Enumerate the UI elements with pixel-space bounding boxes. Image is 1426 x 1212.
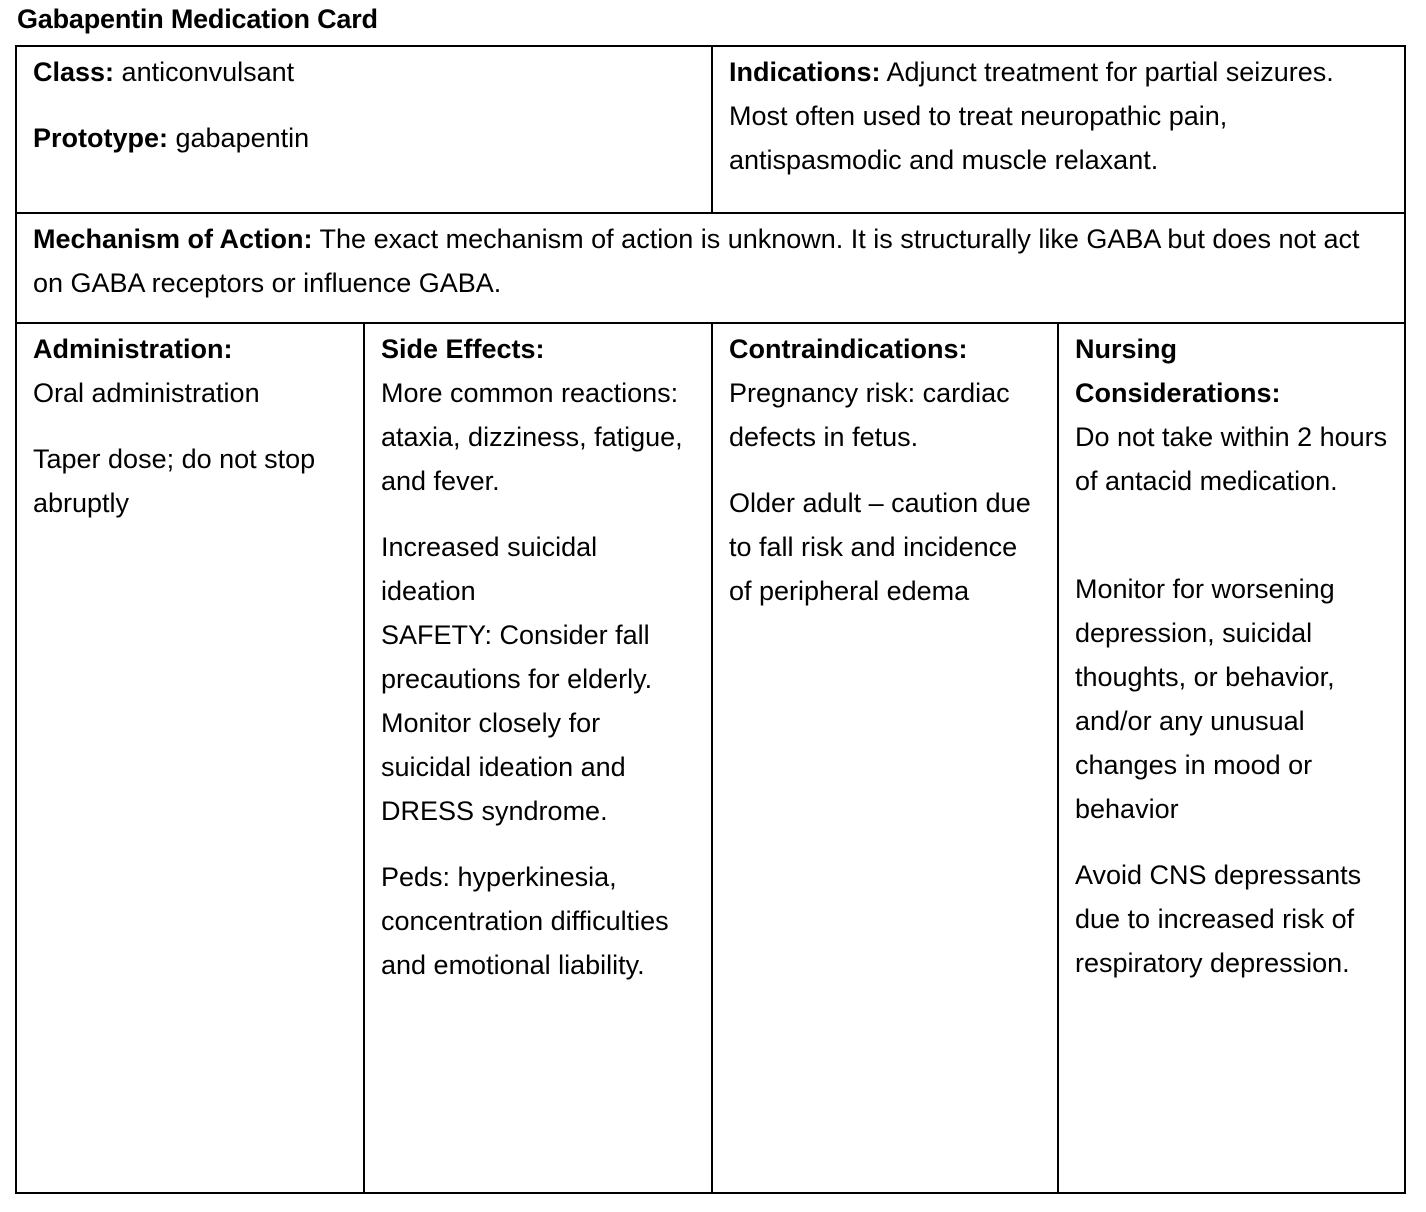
- page-title: Gabapentin Medication Card: [17, 4, 378, 34]
- nursing-paragraph: Avoid CNS depressants due to increased risk of respiratory depression.: [1075, 860, 1362, 978]
- mechanism-field: [33, 217, 1390, 305]
- row-mechanism: [17, 214, 1404, 324]
- cell-indications: [711, 47, 1404, 212]
- nursing-paragraph: Do not take within 2 hours of antacid medication.: [1075, 422, 1388, 496]
- cell-mechanism: [17, 214, 1404, 322]
- side-effects-paragraph: More common reactions: ataxia, dizziness, fatigue, and fever.: [381, 378, 683, 496]
- indications-field: [729, 50, 1390, 182]
- administration-paragraph: Oral administration: [33, 378, 260, 408]
- administration-paragraph: Taper dose; do not stop abruptly: [33, 444, 316, 518]
- contraindications-paragraph: Older adult – caution due to fall risk and incidence of peripheral edema: [729, 488, 1031, 606]
- class-value: anticonvulsant: [114, 57, 295, 87]
- row-details: [17, 324, 1404, 1192]
- contraindications-paragraph: Pregnancy risk: cardiac defects in fetus.: [729, 378, 1010, 452]
- cell-administration: [17, 324, 364, 1192]
- nursing-paragraph: Monitor for worsening depression, suicidal thoughts, or behavior, and/or any unusual changes in mood or behavior: [1075, 574, 1335, 824]
- prototype-value: gabapentin: [168, 123, 310, 153]
- nursing-label: Nursing Considerations:: [1075, 334, 1281, 408]
- cell-nursing-considerations: [1057, 324, 1404, 1192]
- cell-contraindications: [711, 324, 1058, 1192]
- medication-card-table: [15, 45, 1406, 1194]
- side-effects-paragraph: Increased suicidal ideation: [381, 532, 598, 606]
- prototype-field: [33, 116, 697, 160]
- side-effects-label: Side Effects:: [381, 334, 545, 364]
- side-effects-paragraph: Peds: hyperkinesia, concentration difficulties and emotional liability.: [381, 862, 669, 980]
- indications-value: Adjunct treatment for partial seizures. Most often used to treat neuropathic pain, antispasmodic and muscle relaxant.: [729, 57, 1334, 175]
- mechanism-label: Mechanism of Action:: [33, 224, 313, 254]
- side-effects-paragraph: SAFETY: Consider fall precautions for elderly. Monitor closely for suicidal ideation and DRESS syndrome.: [381, 620, 653, 826]
- row-class-indications: [17, 47, 1404, 214]
- indications-label: Indications:: [729, 57, 881, 87]
- prototype-label: Prototype:: [33, 123, 168, 153]
- cell-class-prototype: [17, 47, 711, 212]
- mechanism-value: The exact mechanism of action is unknown. It is structurally like GABA but does not act on GABA receptors or influence GABA.: [33, 224, 1360, 298]
- class-field: [33, 50, 697, 94]
- class-label: Class:: [33, 57, 115, 87]
- contraindications-label: Contraindications:: [729, 334, 968, 364]
- administration-label: Administration:: [33, 334, 233, 364]
- cell-side-effects: [363, 324, 711, 1192]
